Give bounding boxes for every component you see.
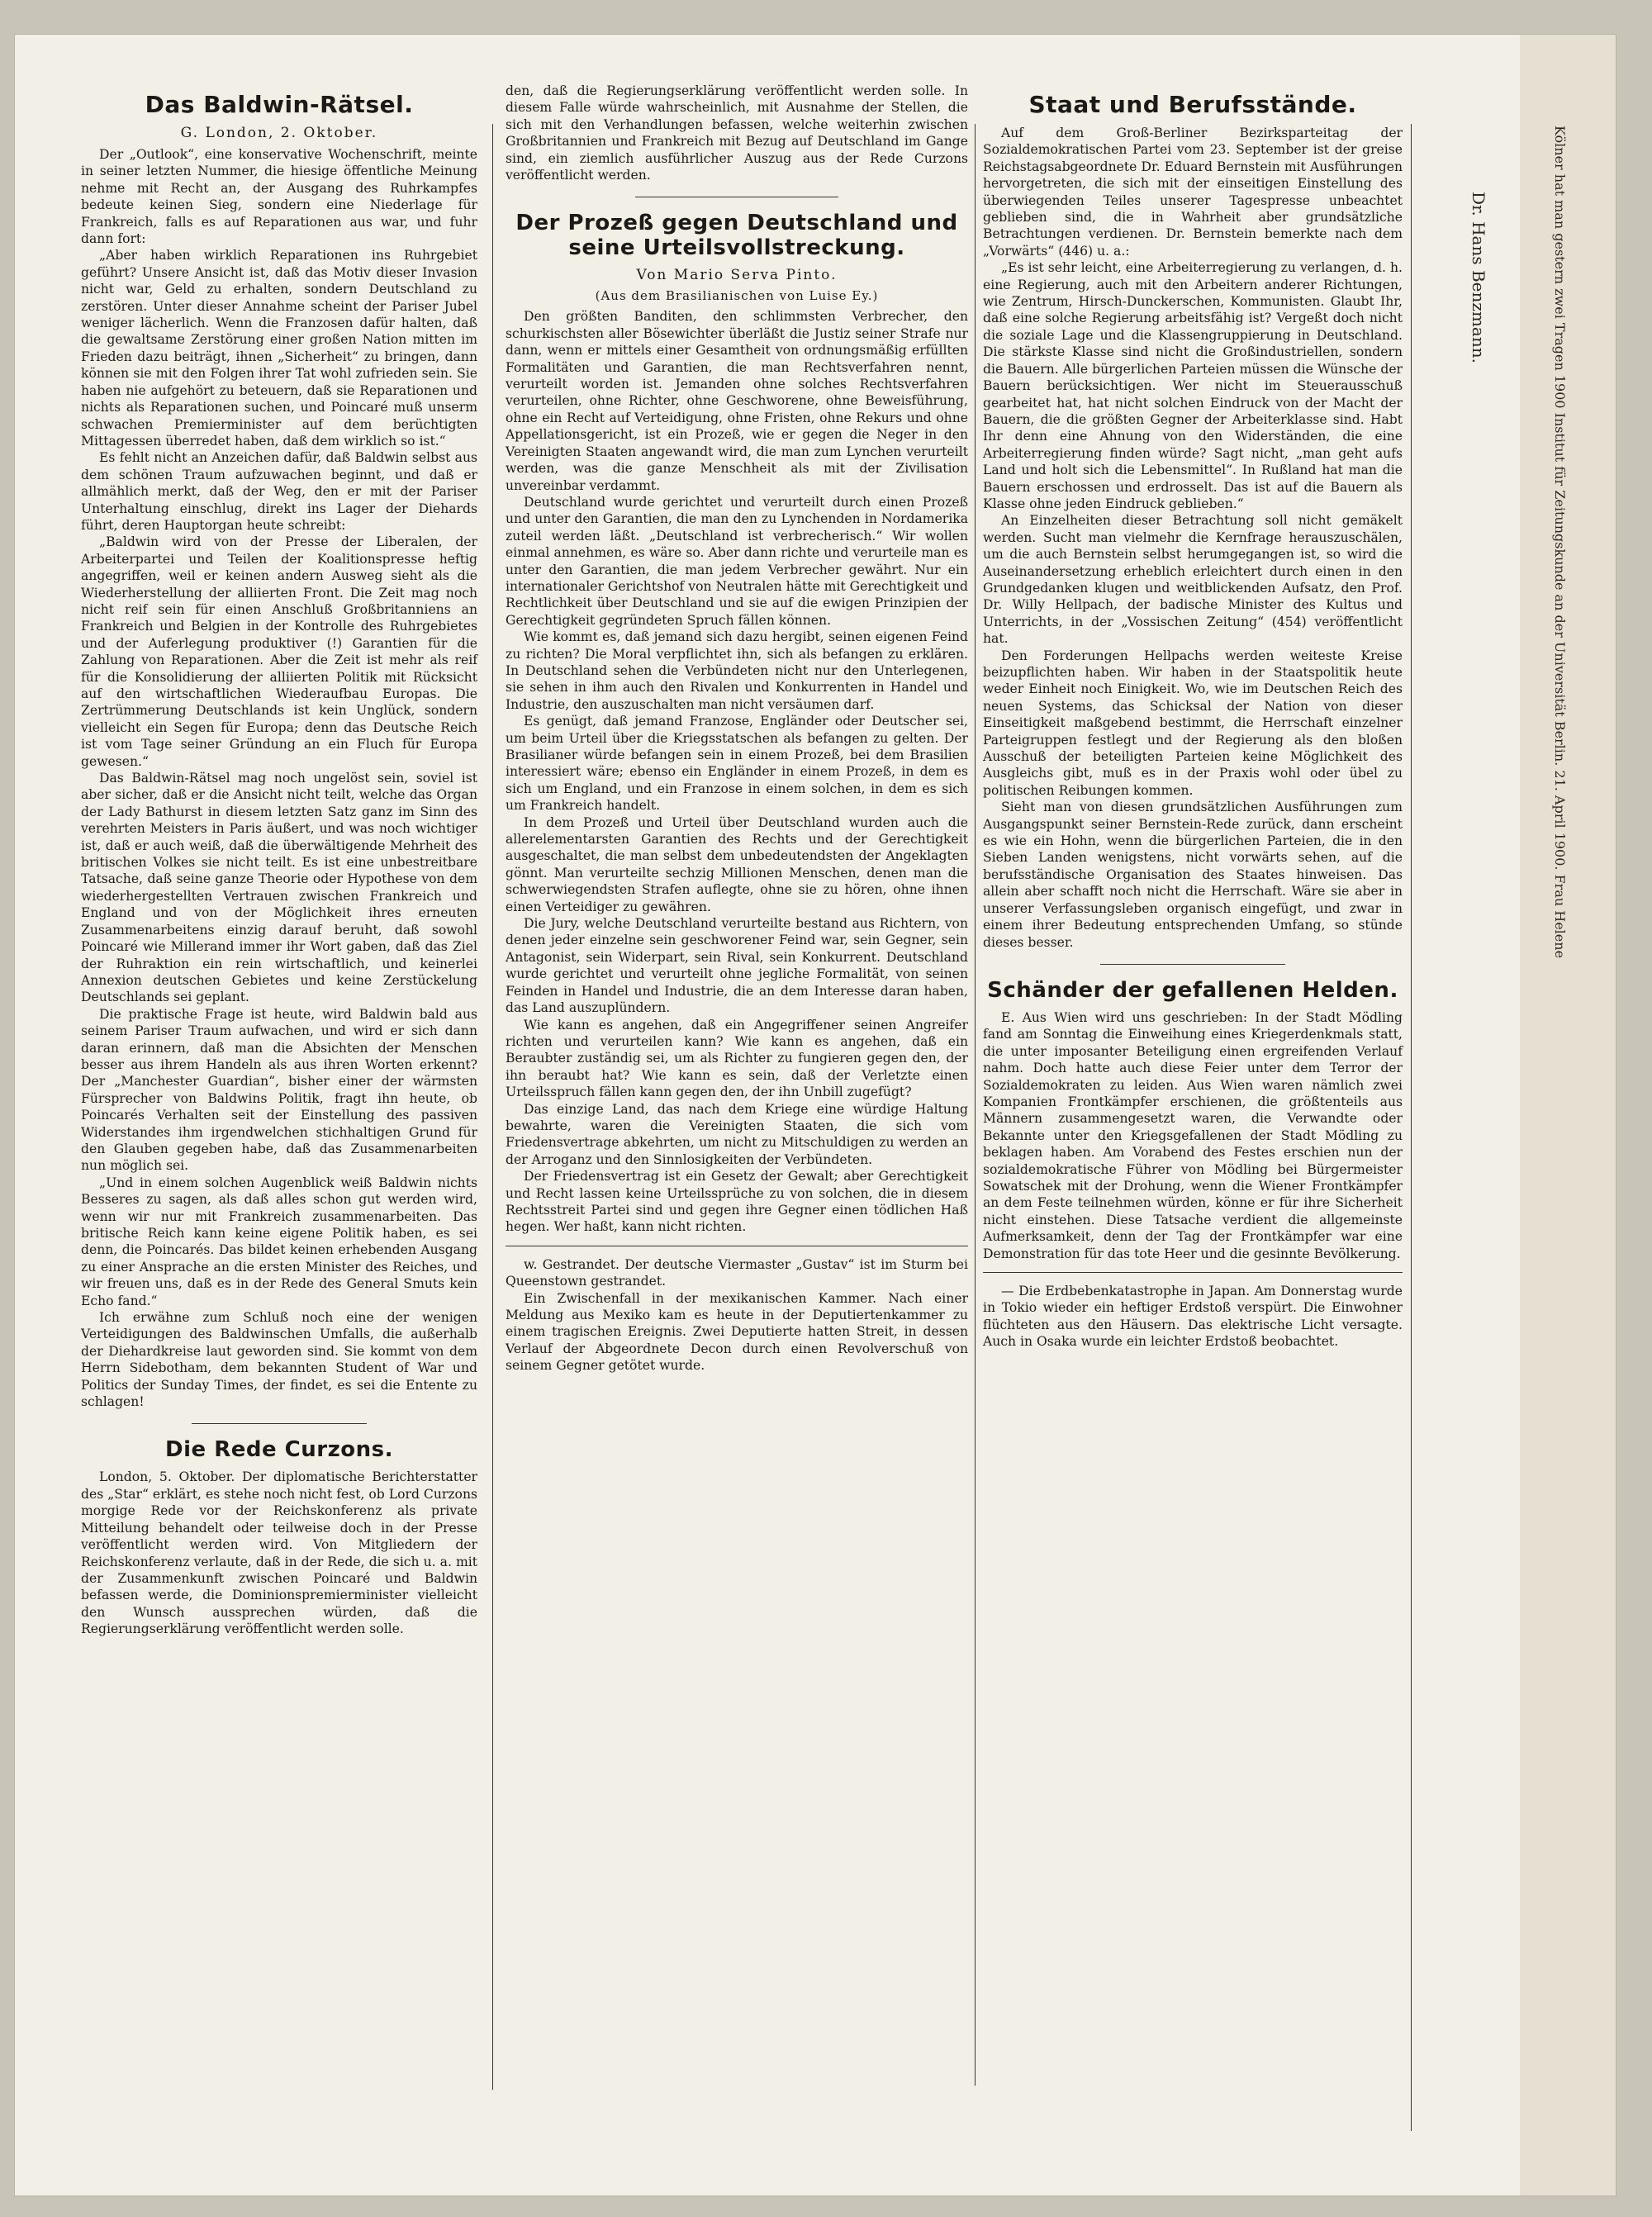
sidebar-column	[1421, 134, 1520, 2100]
column-rule	[1411, 124, 1412, 2131]
translation-note: (Aus dem Brasilianischen von Luise Ey.)	[595, 288, 879, 304]
article-baldwin	[81, 83, 477, 1638]
paragraph-continued: den, daß die Regierungserklärung veröffentlicht werden solle. In diesem Falle würde wahrscheinlich, mit Ausnahme der Stellen, die sich mit den Verhandlungen befassen, welche weiterhin zwischen Großbritannien und Frankreich mit Bezug auf Deutschland im Gange sind, ein ziemlich ausführlicher Auszug aus der Rede Curzons veröffentlicht werden.	[506, 83, 968, 183]
headline-baldwin: Das Baldwin-Rätsel.	[145, 91, 414, 118]
paragraph: Es genügt, daß jemand Franzose, Engländer oder Deutscher sei, um beim Urteil über die Kriegsstatschen als befangen zu gelten. Der Brasilianer würde befangen sein in einem Prozeß, bei dem Brasilien interessiert wäre; ebenso ein Engländer in einem Prozeß, in dem es sich um England, und ein Franzose in einem solchen, in dem es sich um Frankreich handelt.	[506, 714, 968, 814]
section-separator	[1100, 964, 1285, 965]
margin-text: Kölner hat man gestern zwei Tragen 1900 Institut für Zeitungskunde an der Universität Berlin. 21. April 1900. Frau Helene	[1552, 126, 1568, 959]
paragraph: London, 5. Oktober. Der diplomatische Berichterstatter des „Star“ erklärt, es stehe noch nicht fest, ob Lord Curzons morgige Rede vor der Reichskonferenz als private Mitteilung behandelt oder teilweise doch in der Presse veröffentlicht werden wird. Von Mitgliedern der Reichskonferenz verlaute, daß in der Rede, die sich u. a. mit der Zusammenkunft zwischen Poincaré und Baldwin befassen werde, die Dominionspremierminister vielleicht den Wunsch aussprechen würden, daß die Regierungserklärung veröffentlicht werden solle.	[81, 1469, 477, 1637]
paragraph: Den größten Banditen, den schlimmsten Verbrecher, den schurkischsten aller Bösewichter überläßt die Justiz seiner Strafe nur dann, wenn er mittels einer Gesamtheit von ordnungsmäßig erfüllten Formalitäten und Garantien, die man Rechtsverfahren nennt, verurteilt worden ist. Jemanden ohne solches Rechtsverfahren verurteilen, ohne Richter, ohne Geschworene, ohne Beweisführung, ohne ein Recht auf Verteidigung, ohne Fristen, ohne Rekurs und ohne Appellationsgericht, ist ein Prozeß, wie er gegen die Neger in den Vereinigten Staaten angewandt wird, die man zum Lynchen verurteilt werden, was die ganze Menschheit als mit der Zivilisation unvereinbar verdammt.	[506, 309, 968, 493]
news-note: — Die Erdbebenkatastrophe in Japan. Am Donnerstag wurde in Tokio wieder ein heftiger Erdstoß verspürt. Die Einwohner flüchteten aus den Häusern. Das elektrische Licht versagte. Auch in Osaka wurde ein leichter Erdstoß beobachtet.	[983, 1284, 1403, 1350]
headline-schaender: Schänder der gefallenen Helden.	[987, 977, 1398, 1003]
paragraph: „Es ist sehr leicht, eine Arbeiterregierung zu verlangen, d. h. eine Regierung, auch mit den Arbeitern anderer Richtungen, wie Zentrum, Hirsch-Dunckerschen, Kommunisten. Glaubt Ihr, daß eine solche Regierung arbeitsfähig ist? Vergeßt doch nicht die soziale Lage und die Klassengruppierung in Deutschland. Die stärkste Klasse sind nicht die Großindustriellen, sondern die Bauern. Alle bürgerlichen Parteien müssen die Wünsche der Bauern berücksichtigen. Wer nicht im Steuerausschuß gearbeitet hat, hat nicht solchen Eindruck von der Macht der Bauern, die die größten Gegner der Arbeiterklasse sind. Habt Ihr denn eine Ahnung von den Widerständen, die eine Arbeiterregierung finden würde? Sagt nicht, „man geht aufs Land und holt sich die Lebensmittel“. In Rußland hat man die Bauern erschossen und erdrosselt. Das ist auf die Bauern als Klasse ohne jeden Eindruck geblieben.“	[983, 260, 1403, 511]
column-rule	[492, 124, 493, 2090]
column-rule	[975, 124, 976, 2086]
paragraph: Das einzige Land, das nach dem Kriege eine würdige Haltung bewahrte, waren die Vereinigten Staaten, die sich vom Friedensvertrage abkehrten, um nicht zu Mitschuldigen zu werden an der Arroganz und den Sinnlosigkeiten der Verbündeten.	[506, 1101, 968, 1167]
article-prozess	[506, 83, 968, 1374]
paragraph: „Und in einem solchen Augenblick weiß Baldwin nichts Besseres zu sagen, als daß alles schon gut werden wird, wenn wir nur mit Frankreich zusammenarbeiten. Das britische Reich kann keine eigene Politik haben, es sei denn, die Poincarés. Das bildet keinen erhebenden Ausgang zu einer Ansprache an die ersten Minister des Reiches, und wir freuen uns, daß es in der Rede des General Smuts kein Echo fand.“	[81, 1175, 477, 1308]
paragraph: Die Jury, welche Deutschland verurteilte bestand aus Richtern, von denen jeder einzelne sein geschworener Feind war, sein Gegner, sein Antagonist, sein Widerpart, sein Rival, sein Konkurrent. Deutschland wurde gerichtet und verurteilt ohne jegliche Formalität, von seinen Feinden in Handel und Industrie, die an dem Interesse daran haben, das Land auszuplündern.	[506, 916, 968, 1016]
paragraph: Sieht man von diesen grundsätzlichen Ausführungen zum Ausgangspunkt seiner Bernstein-Rede zurück, dann erscheint es wie ein Hohn, wenn die bürgerlichen Parteien, die in den Sieben Landen wenigstens, nicht vorwärts sehen, auf die berufsständische Organisation des Staates hinweisen. Das allein aber schafft noch nicht die Herrschaft. Wäre sie aber in unserer Verfassungsleben organisch eingefügt, und zwar in einem ihrer Bedeutung entsprechenden Umfang, so stünde dieses besser.	[983, 800, 1403, 950]
article-berufsstaende	[983, 83, 1403, 1351]
paragraph: In dem Prozeß und Urteil über Deutschland wurden auch die allerelementarsten Garantien des Rechts und der Gerechtigkeit ausgeschaltet, die man selbst dem unbedeutendsten der Angeklagten gönnt. Man verurteilte sechzig Millionen Menschen, denen man die schwerwiegendsten Strafen auflegte, ohne sie zu hören, ohne ihnen einen Verteidiger zu gewähren.	[506, 814, 968, 914]
news-note: Ein Zwischenfall in der mexikanischen Kammer. Nach einer Meldung aus Mexiko kam es heute in der Deputiertenkammer zu einem tragischen Ereignis. Zwei Deputierte hatten Streit, in dessen Verlauf der Abgeordnete Decon durch einen Revolverschuß von seinem Gegner getötet wurde.	[506, 1290, 968, 1374]
paragraph: Wie kann es angehen, daß ein Angegriffener seinen Angreifer richten und verurteilen kann? Wie kann es angehen, daß ein Beraubter zuständig sei, um als Richter zu fungieren gegen den, der ihn beraubt hat? Wie kann es sein, daß der Verletzte einen Urteilsspruch fällen kann gegen den, der ihn Unbill zugefügt?	[506, 1017, 968, 1100]
paragraph: Deutschland wurde gerichtet und verurteilt durch einen Prozeß und unter den Garantien, die man den zu Lynchenden in Nordamerika zuteil werden läßt. „Deutschland ist verbrecherisch.“ Wir wollen einmal annehmen, es wäre so. Aber dann richte und verurteile man es unter den Garantien, die man jedem Verbrecher gewährt. Nur ein internationaler Gerichtshof von Neutralen hätte mit Gerechtigkeit und Rechtlichkeit über Deutschland und sie auf die ewigen Prinzipien der Gerechtigkeit gegründeten Spruch fällen können.	[506, 494, 968, 628]
paragraph: Auf dem Groß-Berliner Bezirksparteitag der Sozialdemokratischen Partei vom 23. September ist der greise Reichstagsabgeordnete Dr. Eduard Bernstein mit Ausführungen hervorgetreten, die sich mit der einseitigen Einstellung des überwiegenden Teiles unserer Tagespresse unbeachtet geblieben sind, die in Wahrheit aber grundsätzliche Betrachtungen verdienen. Dr. Bernstein bemerkte nach dem „Vorwärts“ (446) u. a.:	[983, 126, 1403, 259]
paragraph: E. Aus Wien wird uns geschrieben: In der Stadt Mödling fand am Sonntag die Einweihung eines Kriegerdenkmals statt, die unter imposanter Beteiligung einen ergreifenden Verlauf nahm. Doch hatte auch diese Feier unter dem Terror der Sozialdemokraten zu leiden. Aus Wien waren nämlich zwei Kompanien Frontkämpfer erschienen, die größtenteils aus Männern zusammengesetzt waren, die Verwandte oder Bekannte unter den Kriegsgefallenen der Stadt Mödling zu beklagen haben. Am Vorabend des Festes erschien nun der sozialdemokratische Führer von Mödling bei Bürgermeister Sowatschek mit der Drohung, wenn die Wiener Frontkämpfer an dem Feste teilnehmen würden, könne er für ihre Sicherheit nicht einstehen. Diese Tatsache verdient die allgemeinste Aufmerksamkeit, denn der Tag der Frontkämpfer war eine Demonstration für das tote Heer und die gesinnte Bevölkerung.	[983, 1009, 1403, 1261]
section-separator	[983, 1272, 1403, 1273]
paragraph: Der Friedensvertrag ist ein Gesetz der Gewalt; aber Gerechtigkeit und Recht lassen keine Urteilssprüche zu von solchen, die in diesem Rechtsstreit Partei sind und gegen ihre Gegner einen tödlichen Haß hegen. Wer haßt, kann nicht richten.	[506, 1169, 968, 1235]
section-separator	[192, 1423, 366, 1424]
paragraph: „Aber haben wirklich Reparationen ins Ruhrgebiet geführt? Unsere Ansicht ist, daß das Motiv dieser Invasion nicht war, Geld zu erhalten, sondern Deutschland zu zerstören. Unter dieser Annahme scheint der Pariser Jubel weniger lächerlich. Wenn die Franzosen dafür halten, daß die gewaltsame Zerstörung einer großen Nation mitten im Frieden dazu beiträgt, ihnen „Sicherheit“ zu bringen, dann können sie mit den Folgen ihrer Tat wohl zufrieden sein. Sie haben nie aufgehört zu beteuern, daß sie Reparationen und nichts als Reparationen suchen, und Poincaré muß unserm schwachen Premierminister auf dem berüchtigten Mittagessen überredet haben, daß dem wirklich so ist.“	[81, 248, 477, 449]
paragraph: Den Forderungen Hellpachs werden weiteste Kreise beizupflichten haben. Wir haben in der Staatspolitik heute weder Einheit noch Einigkeit. Wo, wie im Deutschen Reich des neuen Systems, das Schicksal der Nation von dieser Einseitigkeit maßgebend bestimmt, die Herrschaft einzelner Parteigruppen festlegt und der Regierung als den bloßen Ausschuß der beteiligten Parteien keine Möglichkeit des Ausgleichs gibt, muß es in der Praxis wohl oder übel zu politischen Reibungen kommen.	[983, 648, 1403, 798]
headline-prozess: Der Prozeß gegen Deutschland und seine Urteilsvollstreckung.	[515, 211, 958, 261]
paragraph: Wie kommt es, daß jemand sich dazu hergibt, seinen eigenen Feind zu richten? Die Moral verpflichtet ihn, sich als befangen zu erklären. In Deutschland sehen die Verbündeten nicht nur den Unterlegenen, sie sehen in ihm auch den Rivalen und Konkurrenten in Handel und Industrie, den auszuschalten man nicht versäumen darf.	[506, 629, 968, 712]
paragraph: Ich erwähne zum Schluß noch eine der wenigen Verteidigungen des Baldwinschen Umfalls, die außerhalb der Diehardkreise laut geworden sind. Sie kommt von dem Herrn Sidebotham, dem bekannten Student of War und Politics der Sunday Times, der findet, es sei die Entente zu schlagen!	[81, 1310, 477, 1410]
sidebar-author: Dr. Hans Benzmann.	[1469, 192, 1488, 363]
news-note: w. Gestrandet. Der deutsche Viermaster „Gustav“ ist im Sturm bei Queenstown gestrandet.	[506, 1256, 968, 1289]
binding-margin	[1520, 35, 1616, 2196]
paragraph: „Baldwin wird von der Presse der Liberalen, der Arbeiterpartei und Teilen der Koalitionspresse heftig angegriffen, weil er keinen andern Ausweg sieht als die Wiederherstellung der alliierten Front. Die Zeit mag noch nicht reif sein für einen Anschluß Großbritanniens an Frankreich und Belgien in der Kontrolle des Ruhrgebietes und der Auferlegung produktiver (!) Garantien für die Zahlung von Reparationen. Aber die Zeit ist mehr als reif für die Konsolidierung der alliierten Politik mit Rücksicht auf den wirtschaftlichen Wiederaufbau Europas. Die Zertrümmerung Deutschlands ist kein Unglück, sondern vielleicht ein Segen für Europa; denn das Deutsche Reich ist vom Tage seiner Gründung an ein Fluch für Europa gewesen.“	[81, 534, 477, 769]
paragraph: An Einzelheiten dieser Betrachtung soll nicht gemäkelt werden. Sucht man vielmehr die Kernfrage herauszuschälen, um die auch Bernstein selbst herumgegangen ist, so wird die Auseinandersetzung erheblich erleichtert durch einen in den Grundgedanken klugen und weitblickenden Aufsatz, den Prof. Dr. Willy Hellpach, der badische Minister des Kultus und Unterrichts, in der „Vossischen Zeitung“ (454) veröffentlicht hat.	[983, 513, 1403, 647]
dateline-baldwin: G. London, 2. Oktober.	[180, 125, 378, 141]
paragraph: Die praktische Frage ist heute, wird Baldwin bald aus seinem Pariser Traum aufwachen, und wird er sich dann daran erinnern, daß man die Absichten der Menschen besser aus ihrem Handeln als aus ihren Worten erkennt? Der „Manchester Guardian“, bisher einer der wärmsten Fürsprecher von Baldwins Politik, fragt ihn heute, ob Poincarés Verhalten seit der Einstellung des passiven Widerstandes ihm irgendwelchen stichhaltigen Grund für den Glauben gegeben habe, daß das Zusammenarbeiten nun möglich sei.	[81, 1006, 477, 1174]
headline-curzon: Die Rede Curzons.	[165, 1437, 393, 1463]
newspaper-page	[15, 35, 1616, 2196]
paragraph: Das Baldwin-Rätsel mag noch ungelöst sein, soviel ist aber sicher, daß er die Ansicht nicht teilt, welche das Organ der Lady Bathurst in diesem letzten Satz ganz im Sinn des verehrten Meisters in Paris äußert, und was noch wichtiger ist, daß er auch weiß, daß die überwältigende Mehrheit des britischen Volkes sie nicht teilt. Es ist eine unbestreitbare Tatsache, daß seine ganze Theorie oder Hypothese von dem wiederhergestellten Vertrauen zwischen Frankreich und England und von der Möglichkeit ihres erneuten Zusammenarbeitens einzig darauf beruht, daß sowohl Poincaré wie Millerand immer ihr Wort gaben, daß das Ziel der Ruhraktion ein rein wirtschaftlich, und keinerlei Annexion deutschen Gebietes und keine Zerstückelung Deutschlands sei geplant.	[81, 771, 477, 1005]
headline-staat: Staat und Berufsstände.	[1028, 91, 1357, 118]
byline: Von Mario Serva Pinto.	[636, 267, 838, 284]
paragraph: Es fehlt nicht an Anzeichen dafür, daß Baldwin selbst aus dem schönen Traum aufzuwachen beginnt, und daß er allmählich merkt, daß der Weg, den er mit der Pariser Unterhaltung einschlug, direkt ins Lager der Diehards führt, deren Hauptorgan heute schreibt:	[81, 450, 477, 533]
paragraph: Der „Outlook“, eine konservative Wochenschrift, meinte in seiner letzten Nummer, die hiesige öffentliche Meinung nehme mit Recht an, der Ausgang des Ruhrkampfes bedeute keinen Sieg, sondern eine Niederlage für Frankreich, falls es auf Reparationen aus war, und fuhr dann fort:	[81, 147, 477, 247]
